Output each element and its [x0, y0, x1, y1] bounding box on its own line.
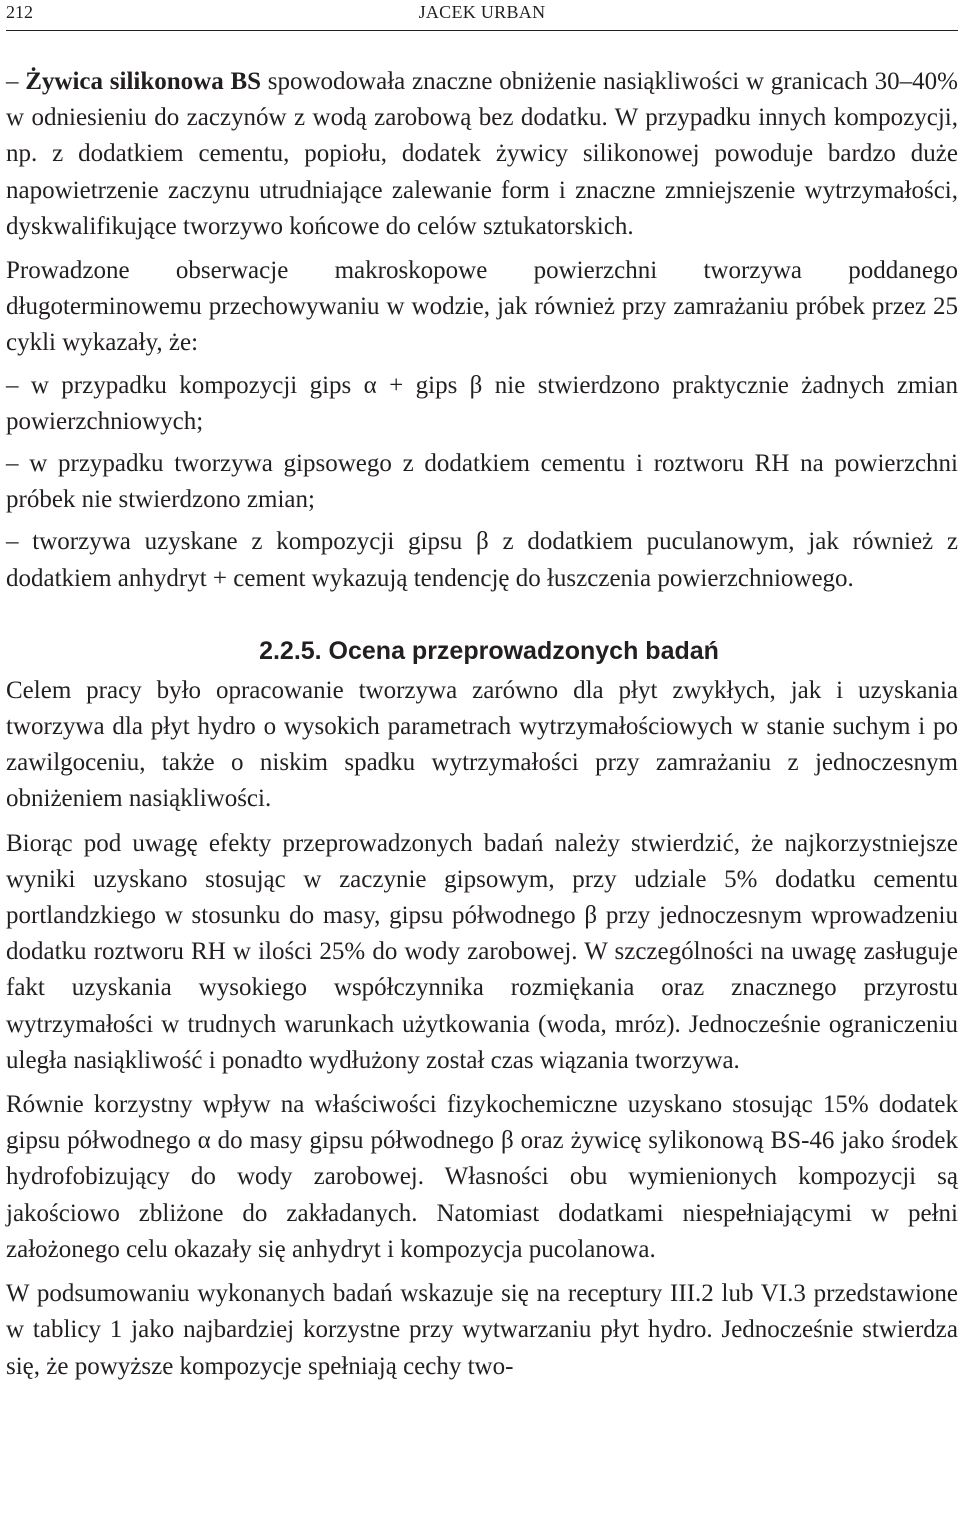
section-heading: 2.2.5. Ocena przeprowadzonych badań — [259, 636, 719, 665]
bold-term: Żywica silikonowa BS — [25, 68, 262, 95]
page-number: 212 — [6, 2, 33, 22]
observation-item: – w przypadku kompozycji gips α + gips β nie stwierdzono praktycznie żadnych zmian powierzchniowych; — [6, 371, 958, 435]
page-header — [6, 0, 958, 31]
dash: – — [6, 68, 26, 95]
page-body — [6, 64, 958, 1385]
page — [6, 0, 959, 1380]
observation-item: – w przypadku tworzywa gipsowego z dodatkiem cementu i roztworu RH na powierzchni próbek nie stwierdzono zmian; — [6, 450, 958, 514]
resin-paragraph — [6, 64, 958, 245]
observation-item: – tworzywa uzyskane z kompozycji gipsu β z dodatkiem puculanowym, jak również z dodatkiem anhydryt + cement wykazują tendencję do łuszczenia powierzchniowego. — [6, 528, 958, 592]
section-paragraph: Biorąc pod uwagę efekty przeprowadzonych badań należy stwierdzić, że najkorzystniejsze wyniki uzyskano stosując w zaczynie gipsowym, przy udziale 5% dodatku cementu portlandzkiego w stosunku do masy, gipsu półwodnego β przy jednoczesnym wprowadzeniu dodatku roztworu RH w ilości 25% do wody zarobowej. W szczególności na uwagę zasługuje fakt uzyskania wysokiego współczynnika rozmiękania oraz znacznego przyrostu wytrzymałości w trudnych warunkach użytkowania (woda, mróz). Jednocześnie ograniczeniu uległa nasiąkliwość i ponadto wydłużony został czas wiązania tworzywa. — [6, 829, 958, 1074]
section-paragraph: Celem pracy było opracowanie tworzywa zarówno dla płyt zwykłych, jak i uzyskania tworzywa dla płyt hydro o wysokich parametrach wytrzymałościowych w stanie suchym i po zawilgoceniu, także o niskim spadku wytrzymałości przy zamrażaniu z jednoczesnym obniżeniem nasiąkliwości. — [6, 676, 958, 813]
section-paragraph: W podsumowaniu wykonanych badań wskazuje się na receptury III.2 lub VI.3 przedstawione w tablicy 1 jako najbardziej korzystne przy wytwarzaniu płyt hydro. Jednocześnie stwierdza się, że powyższe kompozycje spełniają cechy two- — [6, 1280, 958, 1380]
resin-text: spowodowała znaczne obniżenie nasiąkliwości w granicach 30–40% w odniesieniu do zaczynów z wodą zarobową bez dodatku. W przypadku innych kompozycji, np. z dodatkiem cementu, popiołu, dodatek żywicy silikonowej powoduje bardzo duże napowietrzenie zaczynu utrudniające zalewanie form i znaczne zmniejszenie wytrzymałości, dyskwalifikujące tworzywo końcowe do celów sztukatorskich. — [6, 68, 959, 240]
observations-intro: Prowadzone obserwacje makroskopowe powierzchni tworzywa poddanego długoterminowemu przechowywaniu w wodzie, jak również przy zamrażaniu próbek przez 25 cykli wykazały, że: — [6, 257, 958, 357]
section-paragraph: Równie korzystny wpływ na właściwości fizykochemiczne uzyskano stosując 15% dodatek gipsu półwodnego α do masy gipsu półwodnego β oraz żywicę sylikonową BS-46 jako środek hydrofobizujący do wody zarobowej. Własności obu wymienionych kompozycji są jakościowo zbliżone do zakładanych. Natomiast dodatkami niespełniającymi w pełni założonego celu okazały się anhydryt i kompozycja pucolanowa. — [6, 1091, 958, 1263]
running-title: JACEK URBAN — [418, 2, 546, 22]
